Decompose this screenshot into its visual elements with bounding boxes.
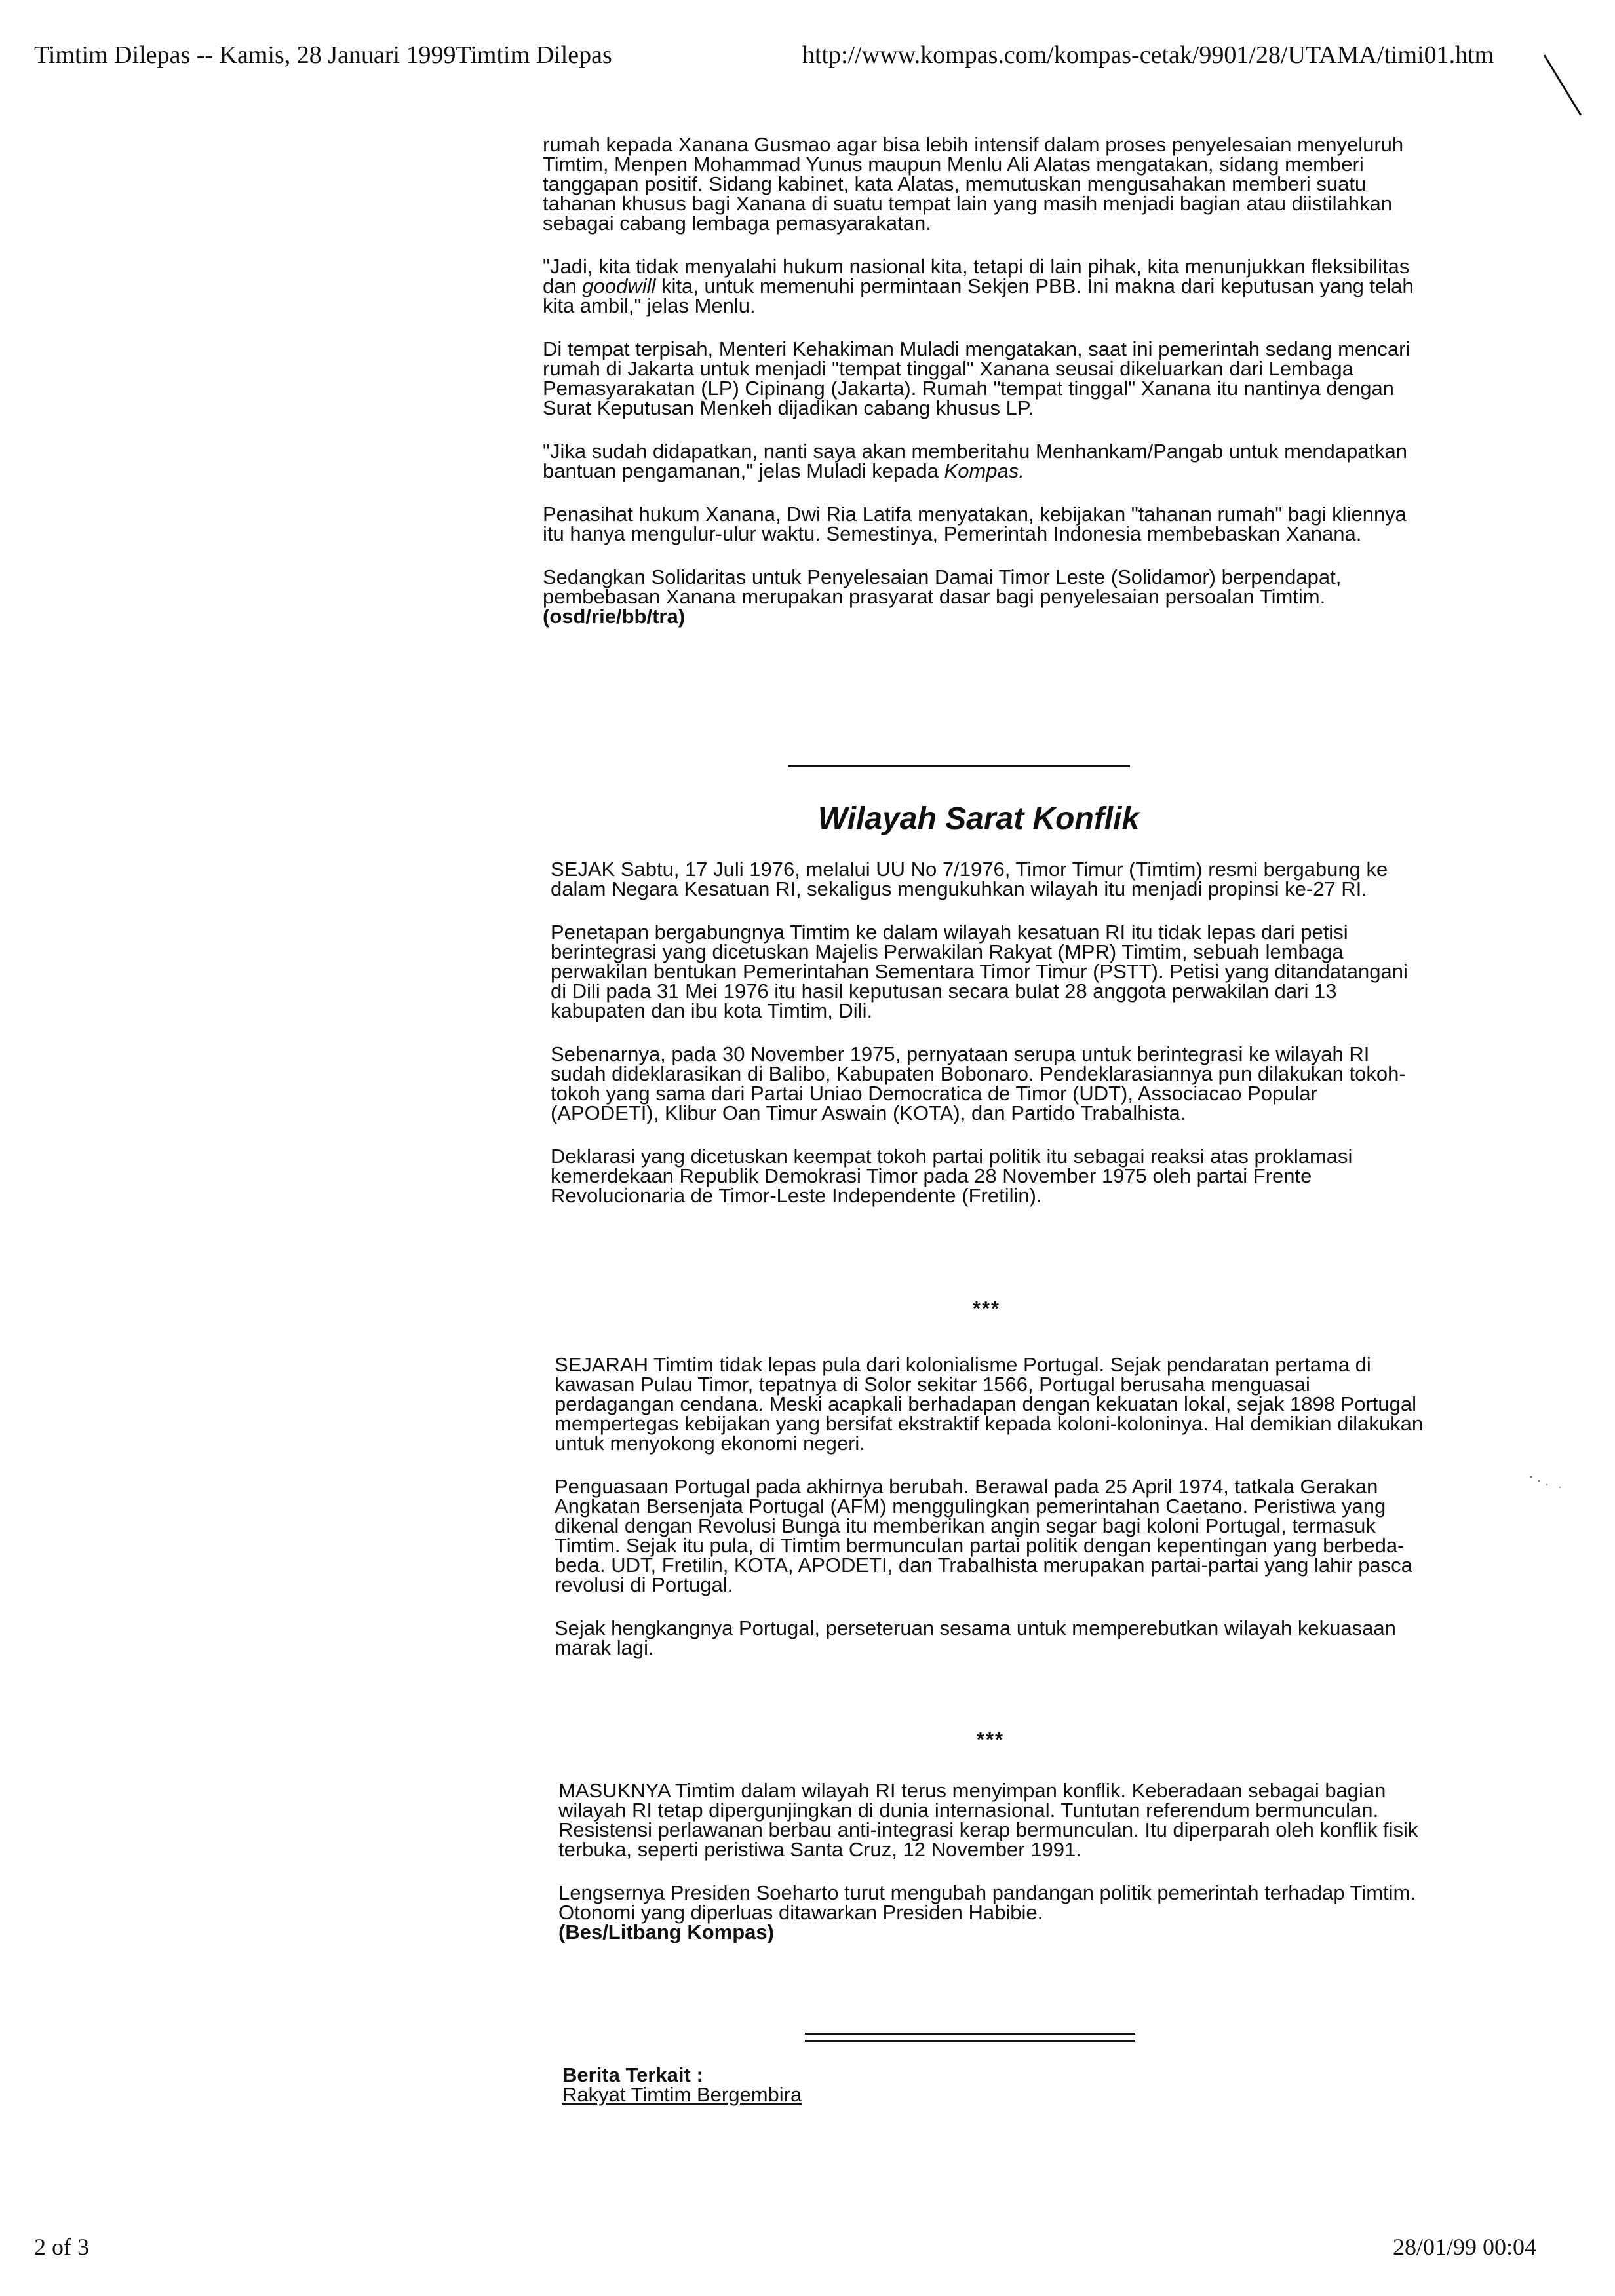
section-body-part-1 <box>551 860 1422 1229</box>
pen-stroke-mark <box>1542 52 1607 118</box>
paragraph: "Jadi, kita tidak menyalahi hukum nasional kita, tetapi di lain pihak, kita menunjukkan fleksibilitas dan goodwill kita, untuk memenuhi permintaan Sekjen PBB. Ini makna dari keputusan yang telah kita ambil," jelas Menlu. <box>543 255 1414 317</box>
paragraph: SEJARAH Timtim tidak lepas pula dari kolonialisme Portugal. Sejak pendaratan pertama di kawasan Pulau Timor, tepatnya di Solor sekitar 1566, Portugal berusaha menguasai perdagangan cendana. Meski acapkali berhadapan dengan kekuatan lokal, sejak 1898 Portugal mempertegas kebijakan yang bersifat ekstraktif kepada koloni-koloninya. Hal demikian dilakukan untuk menyokong ekonomi negeri. <box>555 1353 1424 1455</box>
paragraph: Penguasaan Portugal pada akhirnya berubah. Berawal pada 25 April 1974, tatkala Gerakan Angkatan Bersenjata Portugal (AFM) menggulingkan pemerintahan Caetano. Peristiwa yang dikenal dengan Revolusi Bunga itu memberikan angin segar bagi koloni Portugal, termasuk Timtim. Sejak itu pula, di Timtim bermunculan partai politik dengan kepentingan yang berbeda-beda. UDT, Fretilin, KOTA, APODETI, dan Trabalhista merupakan partai-partai yang lahir pasca revolusi di Portugal. <box>555 1475 1412 1596</box>
paragraph: "Jika sudah didapatkan, nanti saya akan memberitahu Menhankam/Pangab untuk mendapatkan bantuan pengamanan," jelas Muladi kepada Kompas. <box>543 440 1408 482</box>
related-news-label: Berita Terkait : <box>562 2063 703 2086</box>
paragraph: Penetapan bergabungnya Timtim ke dalam wilayah kesatuan RI itu tidak lepas dari petisi berintegrasi yang dicetuskan Majelis Perwakilan Rakyat (MPR) Timtim, sebuah lembaga perwakilan bentukan Pemerintahan Sementara Timor Timur (PSTT). Petisi yang ditandatangani di Dili pada 31 Mei 1976 itu hasil keputusan secara bulat 28 anggota perwakilan dari 13 kabupaten dan ibu kota Timtim, Dili. <box>551 921 1408 1022</box>
paragraph: Sedangkan Solidaritas untuk Penyelesaian Damai Timor Leste (Solidamor) berpendapat, pembebasan Xanana merupakan prasyarat dasar bagi penyelesaian persoalan Timtim. (osd/rie/bb/tra) <box>543 565 1342 628</box>
section-divider <box>788 765 1130 767</box>
paragraph: Sebenarnya, pada 30 November 1975, pernyataan serupa untuk berintegrasi ke wilayah RI sudah dideklarasikan di Balibo, Kabupaten Bobonaro. Pendeklarasiannya pun dilakukan tokoh-tokoh yang sama dari Partai Uniao Democratica de Timor (UDT), Associacao Popular (APODETI), Klibur Oan Timur Aswain (KOTA), dan Partido Trabalhista. <box>551 1043 1406 1124</box>
paragraph: SEJAK Sabtu, 17 Juli 1976, melalui UU No 7/1976, Timor Timur (Timtim) resmi bergabung ke dalam Negara Kesatuan RI, sekaligus mengukuhkan wilayah itu menjadi propinsi ke-27 RI. <box>551 858 1388 900</box>
paragraph: Sejak hengkangnya Portugal, perseteruan sesama untuk memperebutkan wilayah kekuasaan marak lagi. <box>555 1617 1396 1659</box>
double-divider <box>805 2033 1135 2042</box>
section-title: Wilayah Sarat Konflik <box>817 801 1140 836</box>
paragraph: Deklarasi yang dicetuskan keempat tokoh partai politik itu sebagai reaksi atas proklamasi kemerdekaan Republik Demokrasi Timor pada 28 November 1975 oleh partai Frente Revolucionaria de Timor-Leste Independente (Fretilin). <box>551 1145 1353 1207</box>
print-header-url: http://www.kompas.com/kompas-cetak/9901/28/UTAMA/timi01.htm <box>802 41 1494 69</box>
section-body-part-3 <box>558 1781 1430 1966</box>
italic-term: goodwill <box>582 275 656 297</box>
section-credit: (Bes/Litbang Kompas) <box>558 1921 774 1943</box>
paragraph: Penasihat hukum Xanana, Dwi Ria Latifa menyatakan, kebijakan "tahanan rumah" bagi kliennya itu hanya mengulur-ulur waktu. Semestinya, Pemerintah Indonesia membebaskan Xanana. <box>543 503 1407 545</box>
asterisk-separator: *** <box>972 1297 1001 1320</box>
scan-speck-mark <box>1527 1473 1566 1493</box>
paragraph: Lengsernya Presiden Soeharto turut mengubah pandangan politik pemerintah terhadap Timtim. Otonomi yang diperluas ditawarkan Presiden Habibie. <box>558 1881 1416 1924</box>
related-news <box>562 2065 1218 2105</box>
asterisk-separator: *** <box>976 1728 1005 1751</box>
paragraph: rumah kepada Xanana Gusmao agar bisa lebih intensif dalam proses penyelesaian menyeluruh Timtim, Menpen Mohammad Yunus maupun Menlu Ali Alatas mengatakan, sidang memberi tanggapan positif. Sidang kabinet, kata Alatas, memutuskan mengusahakan memberi suatu tahanan khusus bagi Xanana di suatu tempat lain yang masih menjadi bagian atau diistilahkan sebagai cabang lembaga pemasyarakatan. <box>543 133 1404 235</box>
related-news-link[interactable]: Rakyat Timtim Bergembira <box>562 2083 802 2106</box>
article-continuation <box>543 135 1414 650</box>
byline-initials: (osd/rie/bb/tra) <box>543 605 686 628</box>
italic-term: Kompas. <box>944 459 1024 482</box>
section-body-part-2 <box>555 1355 1426 1681</box>
print-footer-datetime: 28/01/99 00:04 <box>1392 2234 1536 2260</box>
print-footer-page-number: 2 of 3 <box>34 2234 89 2260</box>
print-header-title: Timtim Dilepas -- Kamis, 28 Januari 1999Timtim Dilepas <box>34 41 612 69</box>
paragraph: Di tempat terpisah, Menteri Kehakiman Muladi mengatakan, saat ini pemerintah sedang mencari rumah di Jakarta untuk menjadi "tempat tinggal" Xanana seusai dikeluarkan dari Lembaga Pemasyarakatan (LP) Cipinang (Jakarta). Rumah "tempat tinggal" Xanana itu nantinya dengan Surat Keputusan Menkeh dijadikan cabang khusus LP. <box>543 337 1411 419</box>
paragraph: MASUKNYA Timtim dalam wilayah RI terus menyimpan konflik. Keberadaan sebagai bagian wilayah RI tetap dipergunjingkan di dunia internasional. Tuntutan referendum bermunculan. Resistensi perlawanan berbau anti-integrasi kerap bermunculan. Itu diperparah oleh konflik fisik terbuka, seperti peristiwa Santa Cruz, 12 November 1991. <box>558 1779 1418 1861</box>
